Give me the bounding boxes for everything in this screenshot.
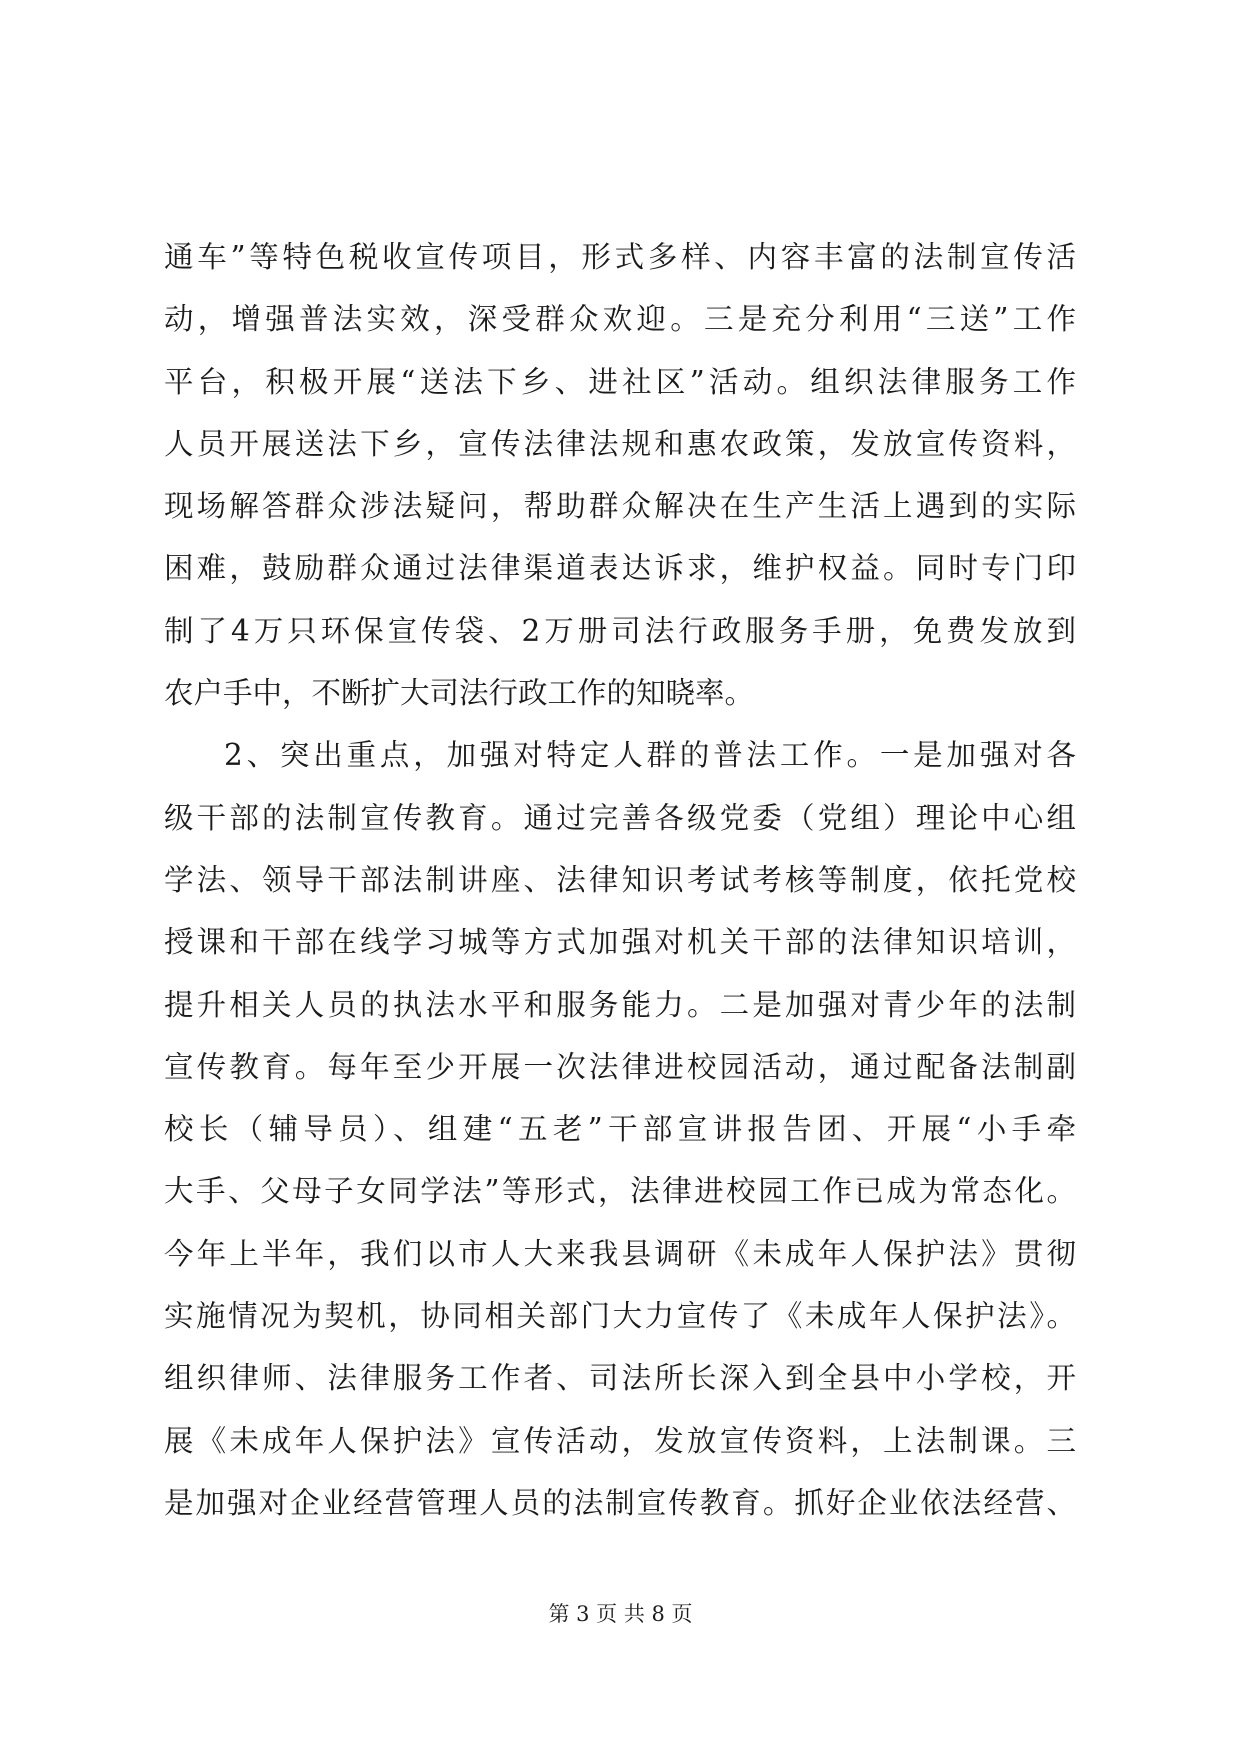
text-line: 组织律师、法律服务工作者、司法所长深入到全县中小学校，开 <box>164 1361 1076 1396</box>
text-line: 校长（辅导员）、组建“五老”干部宣讲报告团、开展“小手牵 <box>164 1112 1076 1147</box>
text-line: 通车”等特色税收宣传项目，形式多样、内容丰富的法制宣传活 <box>164 240 1076 274</box>
text-line: 动，增强普法实效，深受群众欢迎。三是充分利用“三送”工作 <box>164 302 1076 337</box>
text-line: 现场解答群众涉法疑问，帮助群众解决在生产生活上遇到的实际 <box>164 489 1076 524</box>
text-line: 制了4万只环保宣传袋、2万册司法行政服务手册，免费发放到 <box>164 613 1076 648</box>
text-line: 人员开展送法下乡，宣传法律法规和惠农政策，发放宣传资料， <box>164 426 1076 461</box>
text-line: 是加强对企业经营管理人员的法制宣传教育。抓好企业依法经营、 <box>164 1485 1076 1520</box>
text-line: 大手、父母子女同学法”等形式，法律进校园工作已成为常态化。 <box>164 1174 1076 1209</box>
page-number-footer: 第 3 页 共 8 页 <box>548 1602 693 1626</box>
text-line: 实施情况为契机，协同相关部门大力宣传了《未成年人保护法》。 <box>164 1299 1076 1334</box>
body-text <box>164 226 1076 1534</box>
text-line: 提升相关人员的执法水平和服务能力。二是加强对青少年的法制 <box>164 987 1076 1022</box>
section-heading-line: 2、突出重点，加强对特定人群的普法工作。一是加强对各 <box>224 738 1076 773</box>
text-line: 困难，鼓励群众通过法律渠道表达诉求，维护权益。同时专门印 <box>164 551 1076 586</box>
text-line: 授课和干部在线学习城等方式加强对机关干部的法律知识培训， <box>164 925 1076 960</box>
text-line: 级干部的法制宣传教育。通过完善各级党委（党组）理论中心组 <box>164 800 1076 835</box>
text-line: 平台，积极开展“送法下乡、进社区”活动。组织法律服务工作 <box>164 364 1076 399</box>
text-line: 学法、领导干部法制讲座、法律知识考试考核等制度，依托党校 <box>164 862 1076 897</box>
text-line: 宣传教育。每年至少开展一次法律进校园活动，通过配备法制副 <box>164 1049 1076 1084</box>
text-line: 农户手中，不断扩大司法行政工作的知晓率。 <box>164 676 755 711</box>
text-line: 今年上半年，我们以市人大来我县调研《未成年人保护法》贯彻 <box>164 1236 1076 1271</box>
text-line: 展《未成年人保护法》宣传活动，发放宣传资料，上法制课。三 <box>164 1423 1076 1458</box>
